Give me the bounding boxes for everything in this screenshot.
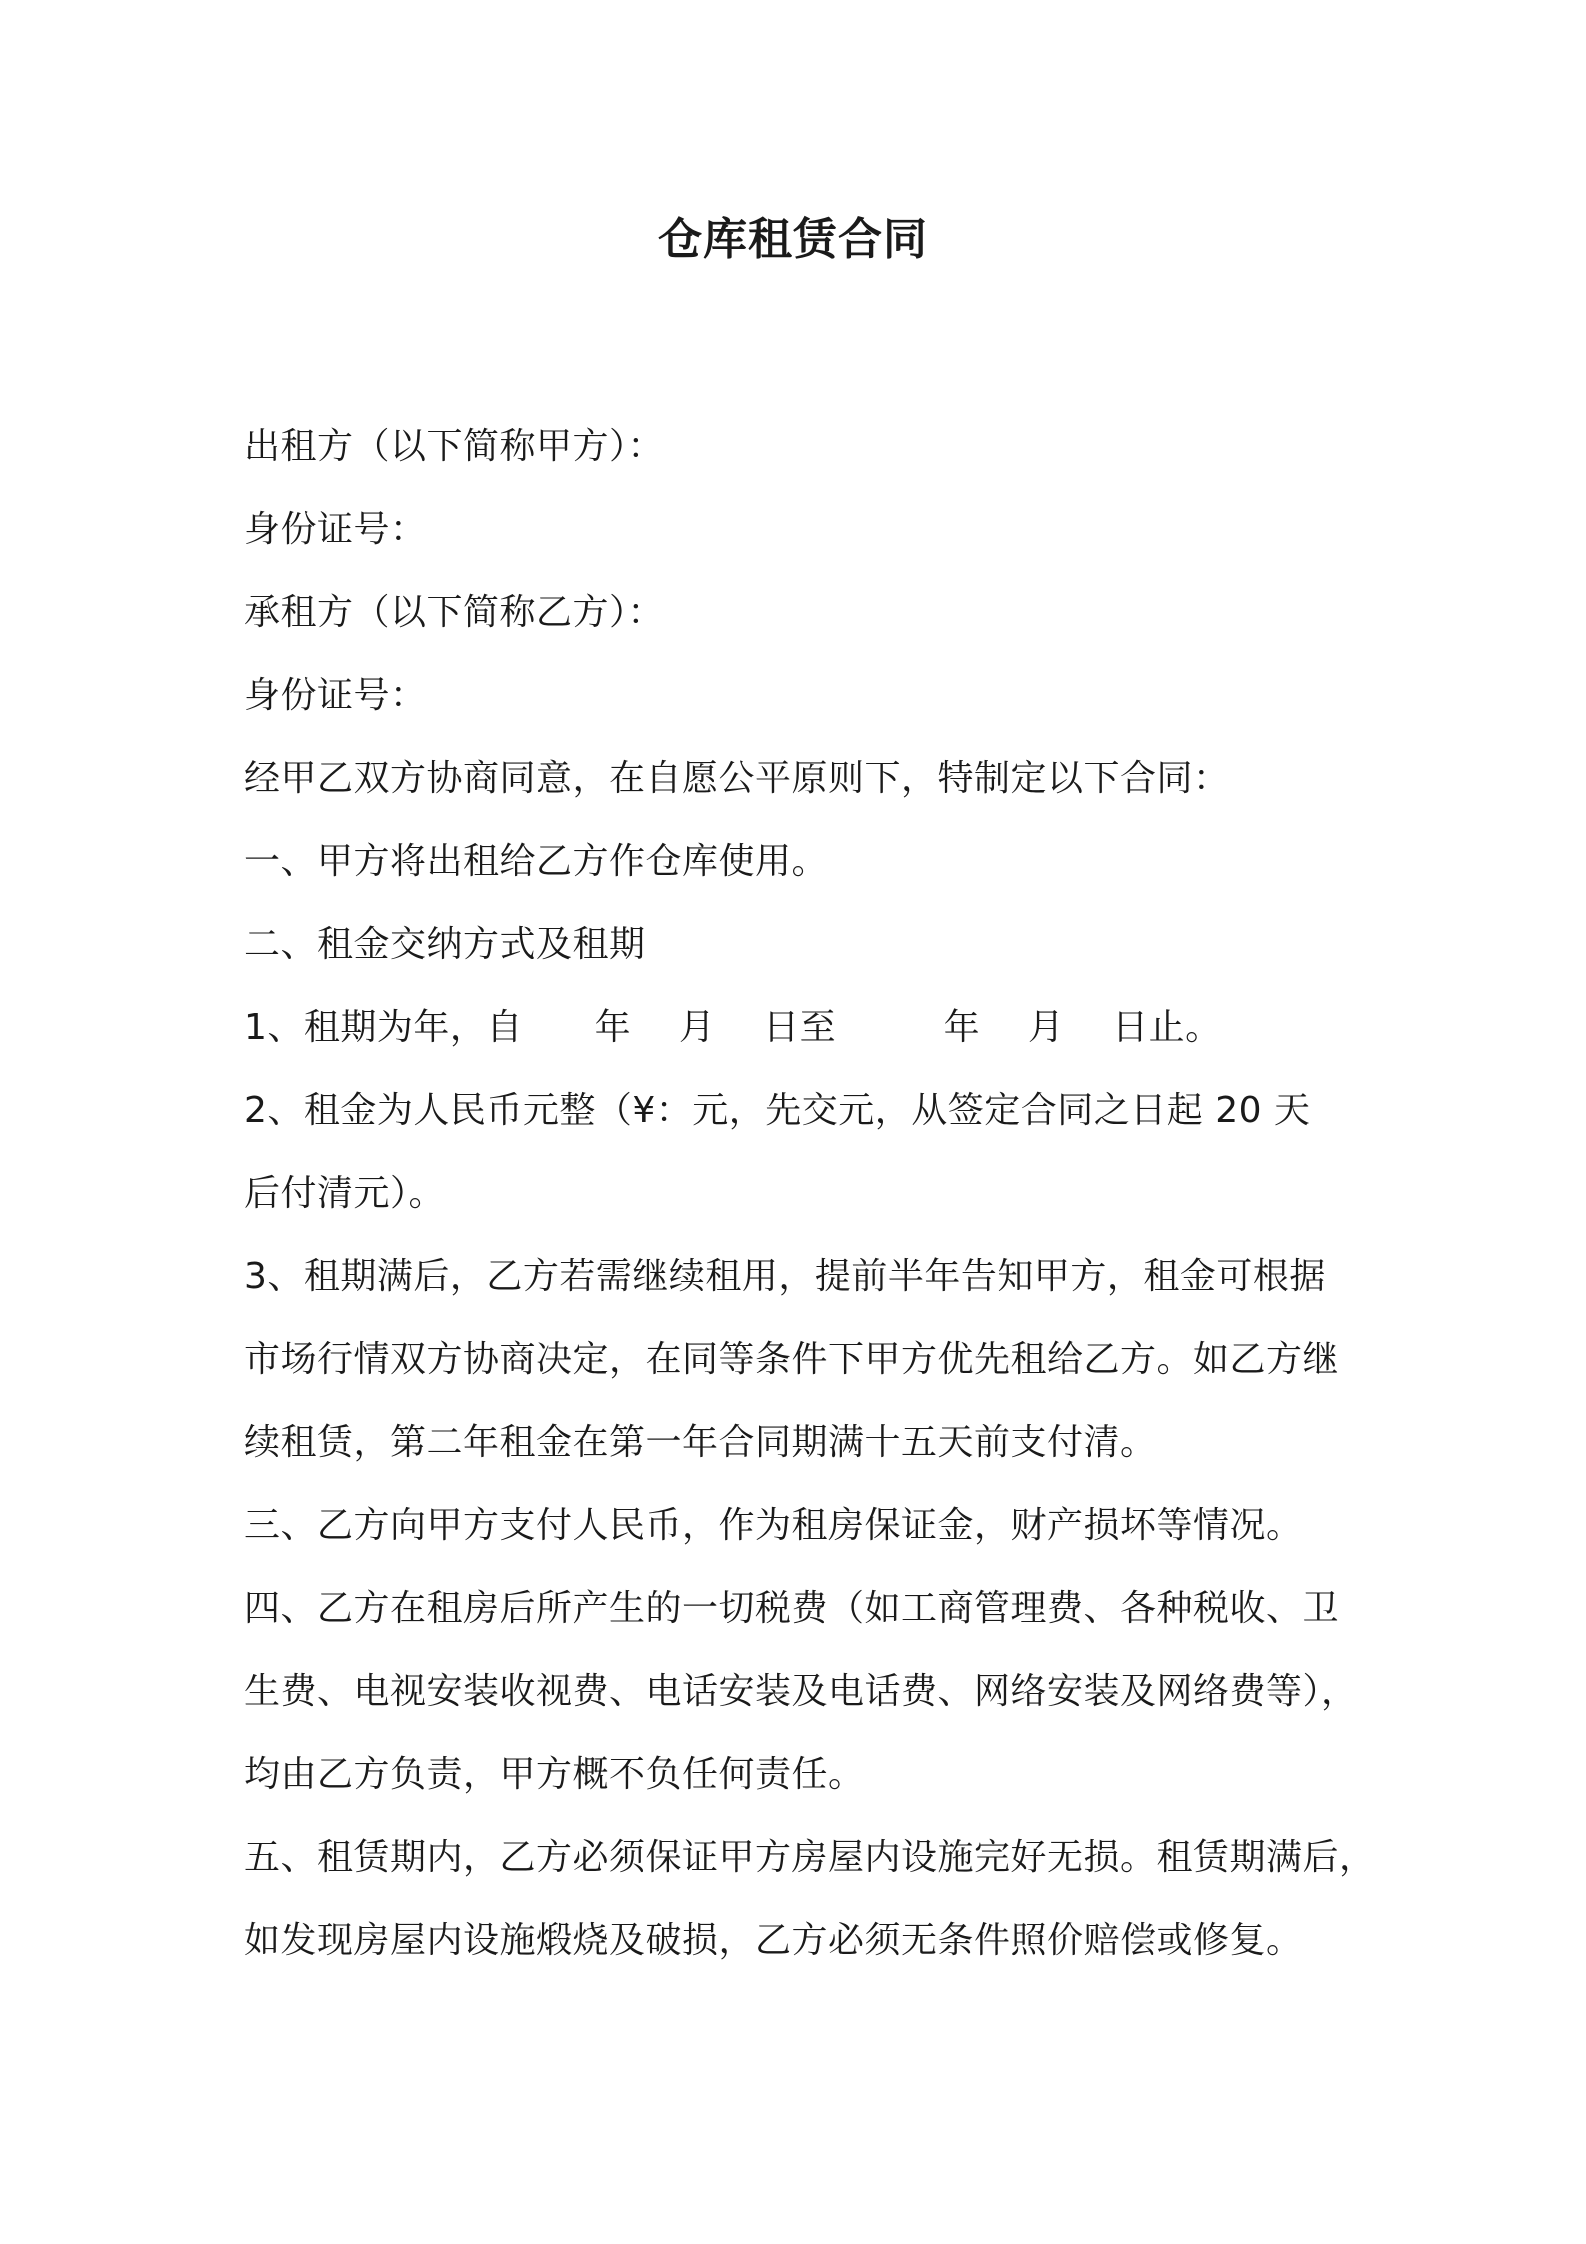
clause-2-item-3: 3、租期满后，乙方若需继续租用，提前半年告知甲方，租金可根据: [244, 1256, 1326, 1297]
clause-2-item-2: 2、租金为人民币元整（¥：元，先交元，从签定合同之日起 20 天: [244, 1090, 1311, 1131]
clause-2-heading: 二、租金交纳方式及租期: [244, 924, 646, 965]
clause-5-cont: 如发现房屋内设施煅烧及破损，乙方必须无条件照价赔偿或修复。: [244, 1920, 1303, 1961]
clause-4-cont-2: 均由乙方负责，甲方概不负任何责任。: [244, 1754, 865, 1795]
clause-4-cont-1: 生费、电视安装收视费、电话安装及电话费、网络安装及网络费等），: [244, 1671, 1358, 1712]
clause-3-line: 三、乙方向甲方支付人民币，作为租房保证金，财产损坏等情况。: [244, 1505, 1303, 1546]
clause-4-line: 四、乙方在租房后所产生的一切税费（如工商管理费、各种税收、卫: [244, 1588, 1340, 1629]
lessee-line: 承租方（以下简称乙方）：: [244, 592, 665, 633]
clause-2-item-1: 1、租期为年，自 年 月 日至 年 月 日止。: [244, 1007, 1222, 1048]
clause-5-line: 五、租赁期内，乙方必须保证甲方房屋内设施完好无损。租赁期满后，: [244, 1837, 1376, 1878]
contract-body: [244, 405, 1376, 1982]
lessee-id-line: 身份证号：: [244, 675, 427, 716]
lessor-id-line: 身份证号：: [244, 509, 427, 550]
preamble-line: 经甲乙双方协商同意，在自愿公平原则下，特制定以下合同：: [244, 758, 1230, 799]
document-title: 仓库租赁合同: [658, 214, 928, 265]
clause-2-item-2-cont: 后付清元）。: [244, 1173, 446, 1214]
clause-2-item-3-cont-2: 续租赁，第二年租金在第一年合同期满十五天前支付清。: [244, 1422, 1157, 1463]
clause-1-line: 一、甲方将出租给乙方作仓库使用。: [244, 841, 829, 882]
lessor-line: 出租方（以下简称甲方）：: [244, 426, 665, 467]
clause-2-item-3-cont-1: 市场行情双方协商决定，在同等条件下甲方优先租给乙方。如乙方继: [244, 1339, 1340, 1380]
